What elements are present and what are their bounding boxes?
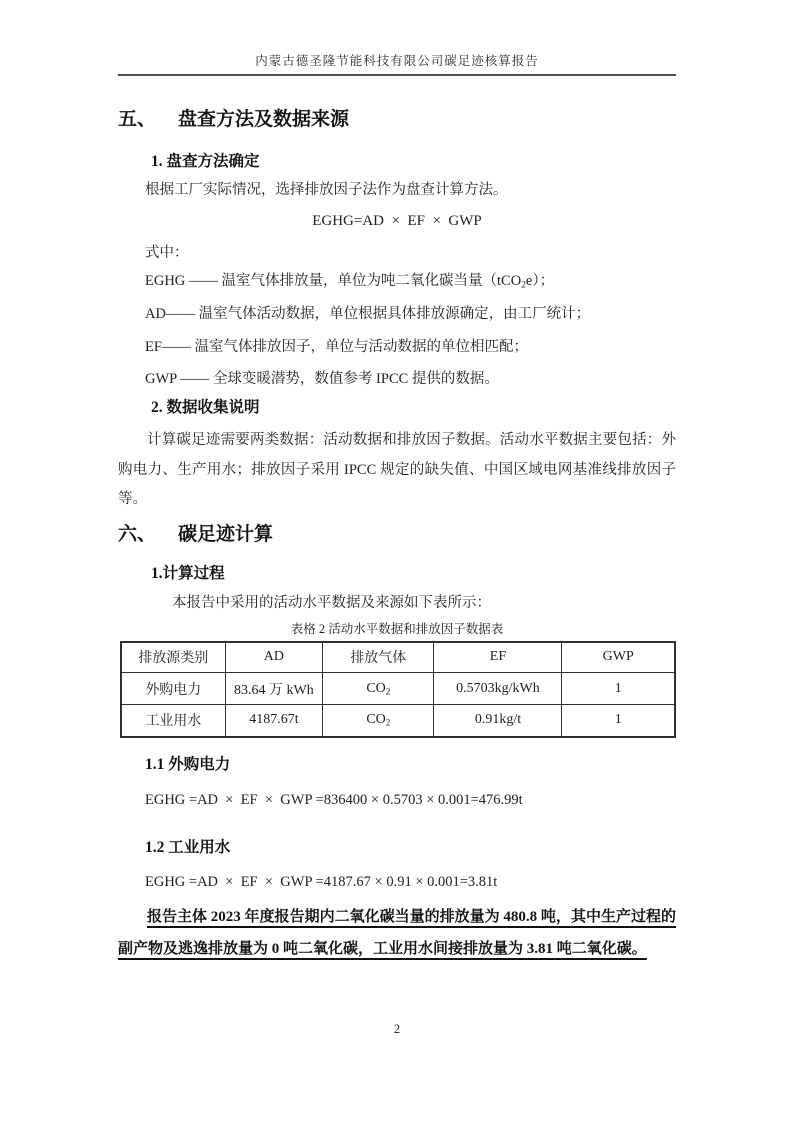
- formula-electricity-calculation: EGHG =AD × EF × GWP =836400 × 0.5703 × 0.001=476.99t: [145, 791, 523, 808]
- paragraph-data-types: 计算碳足迹需要两类数据：活动数据和排放因子数据。活动水平数据主要包括：外购电力、生产用水；排放因子采用 IPCC 规定的缺失值、中国区域电网基准线排放因子等。: [118, 432, 676, 507]
- page-content: [118, 76, 676, 965]
- column-header-source: 排放源类别: [121, 642, 225, 673]
- subheading-data-collection: 2. 数据收集说明: [151, 399, 260, 416]
- paragraph-where: 式中：: [145, 245, 189, 261]
- paragraph-method-choice: 根据工厂实际情况，选择排放因子法作为盘查计算方法。: [145, 182, 508, 198]
- subheading-calculation-process: 1.计算过程: [151, 564, 225, 582]
- cell-source: 外购电力: [121, 673, 225, 705]
- definition-ef: EF—— 温室气体排放因子，单位与活动数据的单位相匹配；: [145, 339, 529, 355]
- subscript-2: 2: [521, 280, 526, 291]
- cell-gwp: 1: [562, 705, 675, 737]
- column-header-ad: AD: [225, 642, 323, 673]
- column-header-gas: 排放气体: [323, 642, 434, 673]
- cell-ef: 0.91kg/t: [434, 705, 562, 737]
- cell-source: 工业用水: [121, 705, 225, 737]
- subscript-2: 2: [385, 685, 391, 696]
- formula-water-calculation: EGHG =AD × EF × GWP =4187.67 × 0.91 × 0.001=3.81t: [145, 873, 498, 890]
- table-row-water: [121, 705, 675, 737]
- page-number: 2: [393, 1022, 401, 1036]
- cell-ad: 83.64 万 kWh: [225, 673, 323, 705]
- section-6-number: 六、: [118, 523, 157, 545]
- cell-ad: 4187.67t: [225, 705, 323, 737]
- subheading-industrial-water: 1.2 工业用水: [145, 838, 231, 856]
- cell-gwp: 1: [562, 673, 675, 705]
- subheading-purchased-electricity: 1.1 外购电力: [145, 755, 231, 773]
- subscript-2: 2: [385, 717, 391, 728]
- table-caption: 表格 2 活动水平数据和排放因子数据表: [290, 621, 504, 636]
- column-header-gwp: GWP: [562, 642, 675, 673]
- header-title: 内蒙古德圣隆节能科技有限公司碳足迹核算报告: [255, 54, 539, 68]
- cell-ef: 0.5703kg/kWh: [434, 673, 562, 705]
- definition-ad: AD—— 温室气体活动数据，单位根据具体排放源确定，由工厂统计；: [145, 306, 591, 322]
- paragraph-table-intro: 本报告中采用的活动水平数据及来源如下表所示：: [172, 594, 491, 611]
- formula-eghg-definition: EGHG=AD × EF × GWP: [312, 213, 482, 229]
- cell-gas: $CO_2$: [323, 705, 434, 737]
- section-5-heading: [118, 107, 676, 133]
- definition-eghg: EGHG —— 温室气体排放量，单位为吨二氧化碳当量（tCO$_2$e）；: [145, 273, 555, 291]
- table-header-row: [121, 642, 675, 673]
- definition-gwp: GWP —— 全球变暖潜势，数值参考 IPCC 提供的数据。: [145, 371, 499, 387]
- section-5-title: 盘查方法及数据来源: [178, 109, 350, 130]
- subheading-inventory-method: 1. 盘查方法确定: [151, 153, 260, 170]
- conclusion-paragraph: 报告主体 2023 年度报告期内二氧化碳当量的排放量为 480.8 吨，其中生产过程的副产物及逃逸排放量为 0 吨二氧化碳，工业用水间接排放量为 3.81 吨二氧化碳。: [118, 908, 676, 957]
- section-6-heading: [118, 522, 676, 548]
- section-5-number: 五、: [118, 109, 157, 130]
- table-row-electricity: [121, 673, 675, 705]
- column-header-ef: EF: [434, 642, 562, 673]
- cell-gas: $CO_2$: [323, 673, 434, 705]
- activity-data-table: [120, 641, 676, 738]
- document-header: [118, 0, 676, 76]
- section-6-title: 碳足迹计算: [178, 523, 274, 545]
